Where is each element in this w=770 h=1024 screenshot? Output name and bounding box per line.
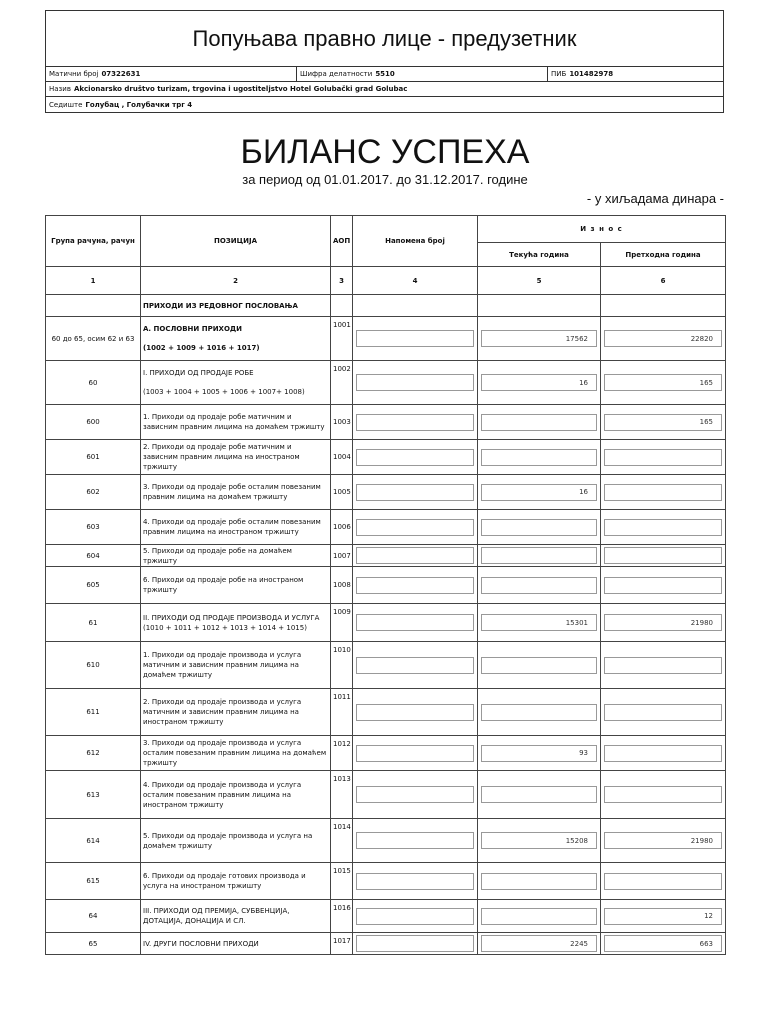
aop-code: 1011: [331, 689, 353, 736]
current-year-field[interactable]: 16: [481, 484, 597, 501]
previous-year-field[interactable]: [604, 786, 722, 803]
current-year-cell: [478, 475, 601, 510]
note-field[interactable]: [356, 745, 474, 762]
previous-year-cell: [601, 604, 726, 642]
position-cell: [141, 771, 331, 819]
table-row: [46, 819, 726, 863]
position-label: 3. Приходи од продаје робе осталим повезаним правним лицима на домаћем тржишту: [143, 483, 321, 501]
note-cell: [353, 567, 478, 604]
note-field[interactable]: [356, 704, 474, 721]
previous-year-cell: [601, 545, 726, 567]
note-field[interactable]: [356, 908, 474, 925]
header-current-year: Текућа година: [478, 243, 601, 267]
previous-year-cell: [601, 317, 726, 361]
current-year-field[interactable]: [481, 657, 597, 674]
current-year-field[interactable]: 17562: [481, 330, 597, 347]
note-field[interactable]: [356, 935, 474, 952]
account-group: 611: [46, 689, 141, 736]
position-cell: [141, 361, 331, 405]
note-cell: [353, 405, 478, 440]
position-label: 2. Приходи од продаје производа и услуга матичним и зависним правним лицима на иностраном тржишту: [143, 698, 302, 726]
reporting-period: за период од 01.01.2017. до 31.12.2017. године: [242, 172, 528, 187]
current-year-cell: [478, 440, 601, 475]
company-name-cell: [46, 82, 407, 96]
previous-year-cell: [601, 510, 726, 545]
empty-cell: [353, 295, 478, 317]
position-label: А. ПОСЛОВНИ ПРИХОДИ: [143, 325, 243, 333]
position-cell: [141, 604, 331, 642]
position-cell: [141, 545, 331, 567]
account-group: 605: [46, 567, 141, 604]
note-field[interactable]: [356, 484, 474, 501]
position-cell: [141, 567, 331, 604]
position-label: 5. Приходи од продаје робе на домаћем тржишту: [143, 546, 292, 565]
note-field[interactable]: [356, 657, 474, 674]
current-year-field[interactable]: 15208: [481, 832, 597, 849]
aop-code: 1007: [331, 545, 353, 567]
note-field[interactable]: [356, 414, 474, 431]
note-cell: [353, 545, 478, 567]
current-year-field[interactable]: [481, 414, 597, 431]
table-row: [46, 863, 726, 900]
note-cell: [353, 604, 478, 642]
empty-cell: [478, 295, 601, 317]
current-year-cell: [478, 361, 601, 405]
current-year-field[interactable]: 93: [481, 745, 597, 762]
table-row: [46, 567, 726, 604]
note-field[interactable]: [356, 832, 474, 849]
previous-year-field[interactable]: 21980: [604, 832, 722, 849]
previous-year-cell: [601, 440, 726, 475]
previous-year-cell: [601, 933, 726, 955]
position-label: IV. ДРУГИ ПОСЛОВНИ ПРИХОДИ: [143, 939, 259, 948]
account-group: 614: [46, 819, 141, 863]
current-year-cell: [478, 510, 601, 545]
note-cell: [353, 317, 478, 361]
col-number: 1: [46, 267, 141, 295]
previous-year-field[interactable]: [604, 484, 722, 501]
current-year-field[interactable]: 16: [481, 374, 597, 391]
previous-year-field[interactable]: [604, 873, 722, 890]
note-cell: [353, 440, 478, 475]
account-group: 604: [46, 545, 141, 567]
previous-year-field[interactable]: [604, 519, 722, 536]
position-label: 6. Приходи од продаје робе на иностраном тржишту: [143, 576, 304, 594]
previous-year-cell: [601, 475, 726, 510]
account-group: 600: [46, 405, 141, 440]
position-label: III. ПРИХОДИ ОД ПРЕМИЈА, СУБВЕНЦИЈА, ДОТАЦИЈА, ДОНАЦИЈА И СЛ.: [143, 907, 290, 925]
note-field[interactable]: [356, 614, 474, 631]
table-row: [46, 642, 726, 689]
account-group: 610: [46, 642, 141, 689]
account-group: 603: [46, 510, 141, 545]
current-year-field[interactable]: [481, 449, 597, 466]
col-number: 5: [478, 267, 601, 295]
table-row: [46, 771, 726, 819]
previous-year-field[interactable]: 21980: [604, 614, 722, 631]
previous-year-cell: [601, 361, 726, 405]
empty-cell: [331, 295, 353, 317]
previous-year-field[interactable]: [604, 547, 722, 564]
company-name-label: Назив: [49, 85, 71, 93]
previous-year-field[interactable]: [604, 704, 722, 721]
col-number: 2: [141, 267, 331, 295]
current-year-cell: [478, 317, 601, 361]
current-year-field[interactable]: [481, 519, 597, 536]
col-number: 4: [353, 267, 478, 295]
position-cell: [141, 863, 331, 900]
previous-year-cell: [601, 900, 726, 933]
table-row: [46, 440, 726, 475]
position-label: 1. Приходи од продаје робе матичним и зависним правним лицима на домаћем тржишту: [143, 413, 325, 431]
account-group: 60 до 65, осим 62 и 63: [46, 317, 141, 361]
position-label: 6. Приходи од продаје готових производа и услуга на иностраном тржишту: [143, 872, 306, 890]
current-year-cell: [478, 863, 601, 900]
units-note: - у хиљадама динара -: [586, 191, 724, 206]
account-group: 64: [46, 900, 141, 933]
registration-number-cell: [46, 67, 296, 81]
account-group: 60: [46, 361, 141, 405]
position-formula: (1002 + 1009 + 1016 + 1017): [143, 344, 260, 352]
aop-code: 1005: [331, 475, 353, 510]
col-number: 6: [601, 267, 726, 295]
table-row: [46, 604, 726, 642]
note-field[interactable]: [356, 873, 474, 890]
position-cell: [141, 317, 331, 361]
header-previous-year: Претходна година: [601, 243, 726, 267]
note-cell: [353, 863, 478, 900]
position-cell: [141, 642, 331, 689]
filer-header: [45, 10, 724, 113]
note-field[interactable]: [356, 519, 474, 536]
position-label: 3. Приходи од продаје производа и услуга осталим повезаним правним лицима на домаћем тржишту: [143, 739, 327, 767]
current-year-field[interactable]: 15301: [481, 614, 597, 631]
seat-cell: [46, 97, 192, 112]
previous-year-field[interactable]: 663: [604, 935, 722, 952]
table-row: [46, 405, 726, 440]
previous-year-field[interactable]: [604, 745, 722, 762]
current-year-cell: [478, 604, 601, 642]
seat-label: Седиште: [49, 100, 83, 109]
aop-code: 1015: [331, 863, 353, 900]
previous-year-field[interactable]: [604, 657, 722, 674]
note-field[interactable]: [356, 547, 474, 564]
current-year-cell: [478, 933, 601, 955]
activity-code-cell: [296, 67, 547, 81]
position-label: II. ПРИХОДИ ОД ПРОДАЈЕ ПРОИЗВОДА И УСЛУГА (1010 + 1011 + 1012 + 1013 + 1014 + 1015): [143, 613, 320, 632]
note-cell: [353, 642, 478, 689]
current-year-cell: [478, 736, 601, 771]
tax-id-label: ПИБ: [551, 70, 567, 78]
id-row: [46, 67, 723, 82]
position-cell: [141, 405, 331, 440]
empty-cell: [601, 295, 726, 317]
account-group: 615: [46, 863, 141, 900]
note-field[interactable]: [356, 374, 474, 391]
previous-year-field[interactable]: 165: [604, 414, 722, 431]
table-row: [46, 933, 726, 955]
position-label: 1. Приходи од продаје производа и услуга матичним и зависним правним лицима на домаћем тржишту: [143, 651, 302, 679]
note-cell: [353, 510, 478, 545]
section-title: ПРИХОДИ ИЗ РЕДОВНОГ ПОСЛОВАЊА: [141, 295, 331, 317]
aop-code: 1001: [331, 317, 353, 361]
aop-code: 1008: [331, 567, 353, 604]
current-year-cell: [478, 567, 601, 604]
note-cell: [353, 361, 478, 405]
previous-year-field[interactable]: 12: [604, 908, 722, 925]
registration-number-value: 07322631: [101, 70, 141, 78]
table-row: [46, 900, 726, 933]
table-row: [46, 361, 726, 405]
account-group: 602: [46, 475, 141, 510]
position-label: 4. Приходи од продаје робе осталим повезаним правним лицима на иностраном тржишту: [143, 518, 321, 536]
aop-code: 1009: [331, 604, 353, 642]
position-cell: [141, 510, 331, 545]
current-year-cell: [478, 819, 601, 863]
previous-year-cell: [601, 689, 726, 736]
current-year-cell: [478, 642, 601, 689]
position-cell: [141, 819, 331, 863]
aop-code: 1002: [331, 361, 353, 405]
header-position: ПОЗИЦИЈА: [141, 216, 331, 267]
aop-code: 1013: [331, 771, 353, 819]
note-field[interactable]: [356, 786, 474, 803]
note-field[interactable]: [356, 330, 474, 347]
document-title: БИЛАНС УСПЕХА: [240, 133, 530, 171]
aop-code: 1017: [331, 933, 353, 955]
table-row: [46, 736, 726, 771]
note-field[interactable]: [356, 577, 474, 594]
seat-row: [46, 97, 723, 112]
aop-code: 1003: [331, 405, 353, 440]
position-cell: [141, 689, 331, 736]
current-year-field[interactable]: [481, 873, 597, 890]
note-cell: [353, 736, 478, 771]
empty-cell: [46, 295, 141, 317]
activity-code-label: Шифра делатности: [300, 70, 373, 78]
header-aop: АОП: [331, 216, 353, 267]
table-row: [46, 510, 726, 545]
account-group: 61: [46, 604, 141, 642]
current-year-field[interactable]: [481, 547, 597, 564]
aop-code: 1016: [331, 900, 353, 933]
activity-code-value: 5510: [375, 70, 395, 78]
account-group: 65: [46, 933, 141, 955]
company-name-value: Akcionarsko društvo turizam, trgovina i ugostiteljstvo Hotel Golubački grad Golubac: [73, 85, 408, 93]
aop-code: 1012: [331, 736, 353, 771]
note-cell: [353, 475, 478, 510]
aop-code: 1014: [331, 819, 353, 863]
table-row: [46, 689, 726, 736]
table-row: [46, 545, 726, 567]
seat-value: Голубац , Голубачки трг 4: [85, 100, 193, 109]
note-field[interactable]: [356, 449, 474, 466]
table-row: [46, 475, 726, 510]
previous-year-field[interactable]: 165: [604, 374, 722, 391]
position-formula: (1003 + 1004 + 1005 + 1006 + 1007+ 1008): [143, 388, 305, 396]
previous-year-cell: [601, 567, 726, 604]
position-cell: [141, 475, 331, 510]
table-row: [46, 317, 726, 361]
previous-year-field[interactable]: 22820: [604, 330, 722, 347]
current-year-cell: [478, 545, 601, 567]
header-note: Напомена број: [353, 216, 478, 267]
previous-year-cell: [601, 771, 726, 819]
tax-id-value: 101482978: [569, 70, 614, 78]
current-year-cell: [478, 689, 601, 736]
current-year-field[interactable]: [481, 786, 597, 803]
position-cell: [141, 933, 331, 955]
aop-code: 1010: [331, 642, 353, 689]
previous-year-cell: [601, 405, 726, 440]
current-year-field[interactable]: [481, 577, 597, 594]
account-group: 612: [46, 736, 141, 771]
account-group: 613: [46, 771, 141, 819]
position-label: 4. Приходи од продаје производа и услуга осталим повезаним правним лицима на иностраном тржишту: [143, 780, 302, 809]
current-year-field[interactable]: [481, 908, 597, 925]
current-year-field[interactable]: 2245: [481, 935, 597, 952]
income-statement-table: [45, 215, 726, 955]
header-amount: И з н о с: [478, 216, 726, 243]
position-cell: [141, 440, 331, 475]
position-cell: [141, 736, 331, 771]
tax-id-cell: [547, 67, 723, 81]
previous-year-cell: [601, 642, 726, 689]
previous-year-cell: [601, 819, 726, 863]
current-year-cell: [478, 771, 601, 819]
aop-code: 1004: [331, 440, 353, 475]
aop-code: 1006: [331, 510, 353, 545]
note-cell: [353, 933, 478, 955]
header-group: Група рачуна, рачун: [46, 216, 141, 267]
position-label: 2. Приходи од продаје робе матичним и зависним правним лицима на иностраном тржишту: [143, 443, 300, 471]
col-number: 3: [331, 267, 353, 295]
position-label: 5. Приходи од продаје производа и услуга на домаћем тржишту: [143, 831, 313, 850]
current-year-field[interactable]: [481, 704, 597, 721]
registration-number-label: Матични број: [49, 70, 99, 78]
previous-year-cell: [601, 863, 726, 900]
account-group: 601: [46, 440, 141, 475]
current-year-cell: [478, 405, 601, 440]
note-cell: [353, 900, 478, 933]
previous-year-field[interactable]: [604, 577, 722, 594]
position-label: I. ПРИХОДИ ОД ПРОДАЈЕ РОБЕ: [143, 369, 254, 377]
note-cell: [353, 771, 478, 819]
name-row: [46, 82, 723, 97]
note-cell: [353, 819, 478, 863]
position-cell: [141, 900, 331, 933]
previous-year-field[interactable]: [604, 449, 722, 466]
note-cell: [353, 689, 478, 736]
filer-title: Попуњава правно лице - предузетник: [46, 11, 723, 67]
previous-year-cell: [601, 736, 726, 771]
current-year-cell: [478, 900, 601, 933]
